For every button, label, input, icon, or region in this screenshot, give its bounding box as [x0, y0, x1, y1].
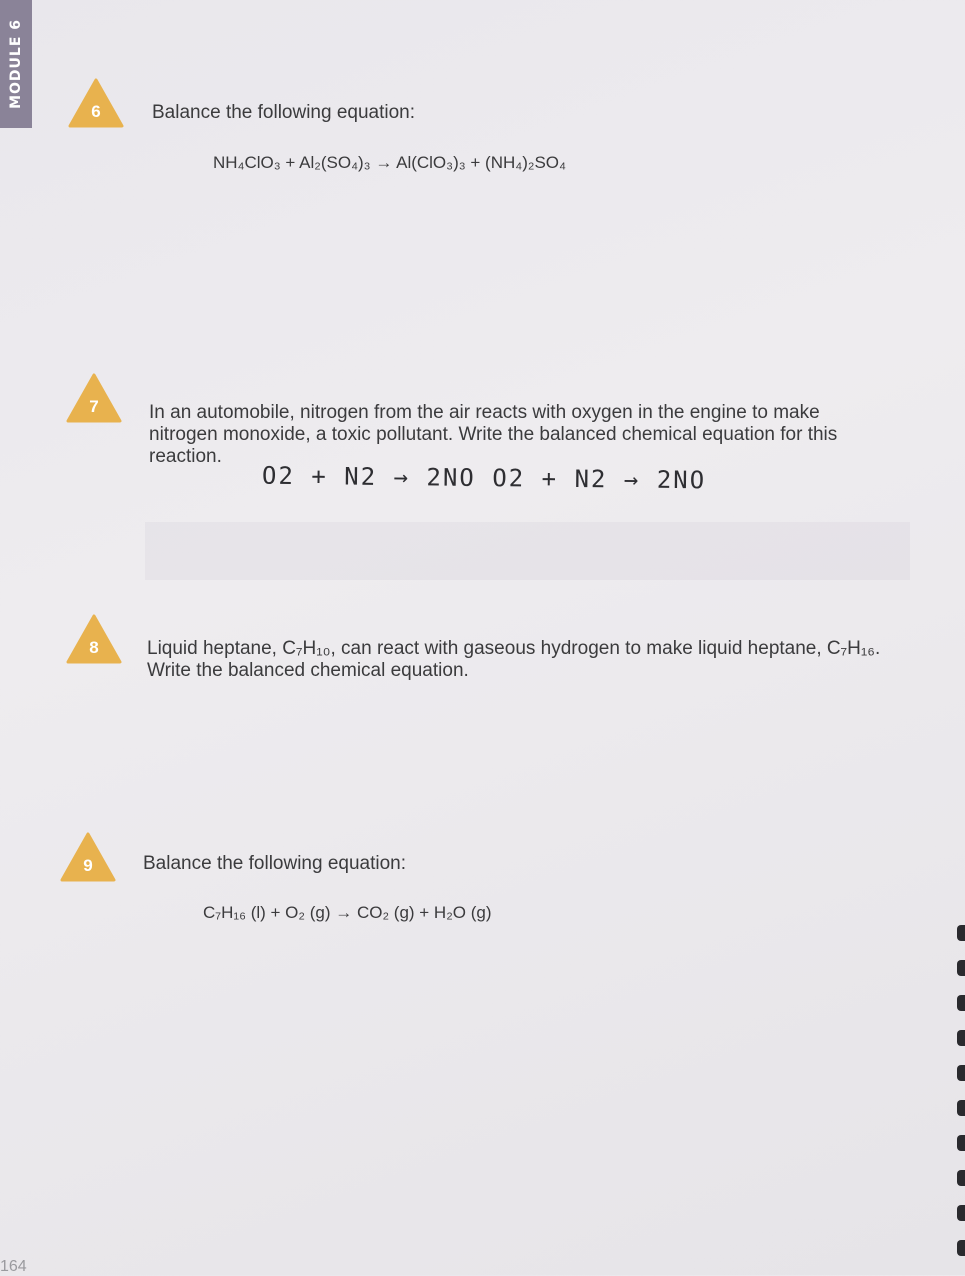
spiral-binding: [957, 1170, 965, 1186]
spiral-binding: [957, 1240, 965, 1256]
spiral-binding: [957, 1205, 965, 1221]
question-6-equation: NH₄ClO₃ + Al₂(SO₄)₃ → Al(ClO₃)₃ + (NH₄)₂SO₄: [213, 153, 566, 172]
question-6-prompt: Balance the following equation:: [152, 102, 416, 123]
shaded-band: [145, 522, 910, 580]
module-tab-label: MODULE 6: [8, 19, 24, 109]
page-number: 164: [0, 1258, 27, 1275]
question-number: 6: [91, 102, 101, 121]
question-9-badge: [60, 832, 116, 882]
question-number: 7: [89, 397, 99, 416]
question-number: 8: [89, 638, 99, 657]
question-7-prompt: In an automobile, nitrogen from the air reacts with oxygen in the engine to make nitrogen monoxide, a toxic pollutant. Write the balanced chemical equation for this reaction.: [149, 402, 838, 467]
question-9-equation: C₇H₁₆ (l) + O₂ (g) → CO₂ (g) + H₂O (g): [203, 903, 492, 922]
spiral-binding: [957, 995, 965, 1011]
question-6-badge: [68, 78, 124, 128]
spiral-binding: [957, 1065, 965, 1081]
question-9-prompt: Balance the following equation:: [143, 853, 407, 874]
spiral-binding: [957, 960, 965, 976]
question-number: 9: [83, 856, 93, 875]
module-tab: [0, 0, 32, 128]
spiral-binding: [957, 1100, 965, 1116]
spiral-binding: [957, 1030, 965, 1046]
question-7-badge: [66, 373, 122, 423]
spiral-binding: [957, 1135, 965, 1151]
spiral-binding: [957, 925, 965, 941]
question-8-prompt: Liquid heptane, C₇H₁₀, can react with gaseous hydrogen to make liquid heptane, C₇H₁₆. Write the balanced chemical equation.: [147, 638, 881, 681]
handwritten-answer: O2 + N2 → 2NO O2 + N2 → 2NO: [261, 461, 707, 495]
question-8-badge: [66, 614, 122, 664]
